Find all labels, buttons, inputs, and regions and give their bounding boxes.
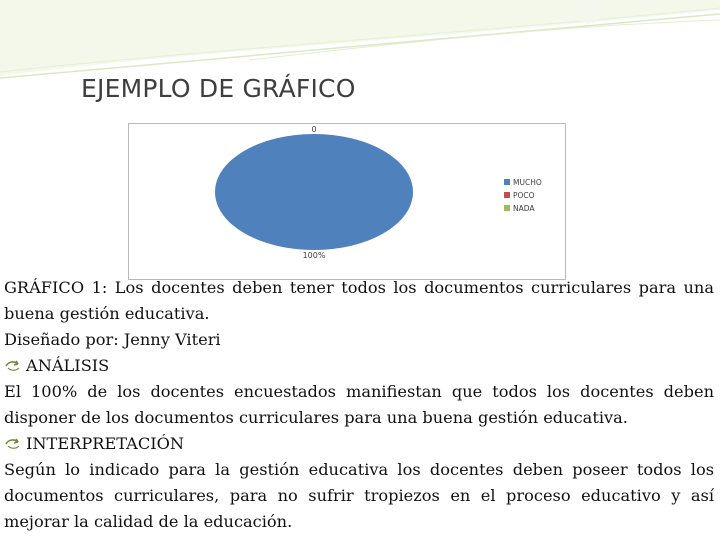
legend-label-poco: POCO <box>513 191 535 200</box>
legend-swatch-nada <box>504 205 510 211</box>
pie-slice-mucho <box>215 134 413 250</box>
interpretation-heading: INTERPRETACIÓN <box>26 434 185 453</box>
analysis-text: El 100% de los docentes encuestados manifiestan que todos los docentes deben disponer de los documentos curriculares para una buena gestión educativa. <box>4 382 714 427</box>
analysis-heading-row <box>4 353 714 379</box>
interpretation-text: Según lo indicado para la gestión educativa los docentes deben poseer todos los documentos curriculares, para no sufrir tropiezos en el proceso educativo y así mejorar la calidad de la educación. <box>4 460 714 531</box>
chart-canvas <box>129 124 565 279</box>
bullet-arrow-icon <box>4 437 24 451</box>
legend-label-nada: NADA <box>513 204 535 213</box>
legend-swatch-poco <box>504 192 510 198</box>
legend-swatch-mucho <box>504 179 510 185</box>
designer-credit: Diseñado por: Jenny Viteri <box>4 330 221 349</box>
slide-title: EJEMPLO DE GRÁFICO <box>81 74 356 103</box>
interpretation-heading-row <box>4 431 714 457</box>
data-label: 100% <box>302 251 326 260</box>
pie-chart <box>128 123 566 280</box>
bullet-arrow-icon <box>4 359 24 373</box>
data-label: 0 <box>311 125 317 134</box>
legend-label-mucho: MUCHO <box>513 178 542 187</box>
header-decoration <box>0 0 720 80</box>
figure-caption: GRÁFICO 1: Los docentes deben tener todos los documentos curriculares para una buena gestión educativa. <box>4 278 714 323</box>
slide-content <box>4 275 714 535</box>
analysis-heading: ANÁLISIS <box>26 356 110 375</box>
